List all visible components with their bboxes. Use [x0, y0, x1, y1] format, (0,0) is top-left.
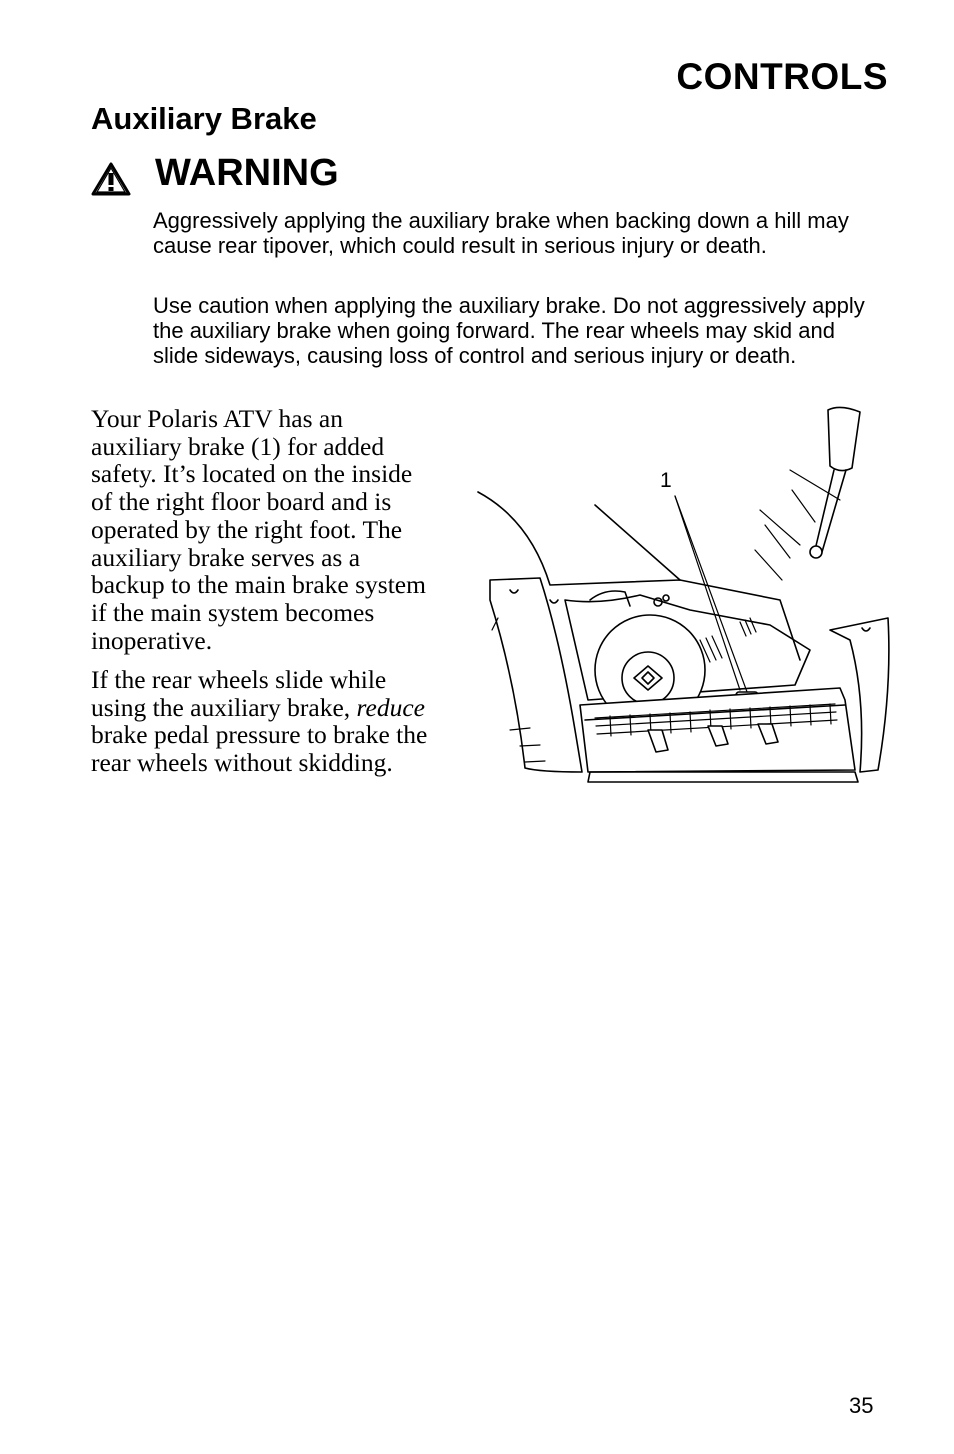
- callout-label: 1: [660, 469, 672, 492]
- body-text: brake pedal pressure to brake the rear wheels without skidding.: [91, 720, 428, 778]
- warning-paragraph: Use caution when applying the auxiliary brake. Do not aggressively apply the auxiliary brake when going forward. The rear wheels may skid and slide sideways, causing loss of control and serious injury or death.: [153, 293, 865, 368]
- warning-paragraph: Aggressively applying the auxiliary brake when backing down a hill may cause rear tipover, which could result in serious injury or death.: [153, 208, 849, 258]
- page-number: 35: [849, 1393, 874, 1418]
- body-paragraph: Your Polaris ATV has an auxiliary brake (1) for added safety. It’s located on the inside of the right floor board and is operated by the right foot. The auxiliary brake serves as a backup to the main brake system if the main system becomes inoperative.: [91, 404, 426, 655]
- emphasis-text: reduce: [356, 692, 425, 722]
- warning-triangle-icon: [91, 162, 131, 196]
- body-paragraph: [91, 666, 436, 777]
- warning-title: WARNING: [155, 152, 339, 194]
- atv-floorboard-illustration: [470, 400, 900, 790]
- section-title: CONTROLS: [676, 56, 888, 97]
- body-text: If the rear wheels slide while using the auxiliary brake,: [91, 665, 387, 722]
- page-heading: Auxiliary Brake: [91, 101, 317, 136]
